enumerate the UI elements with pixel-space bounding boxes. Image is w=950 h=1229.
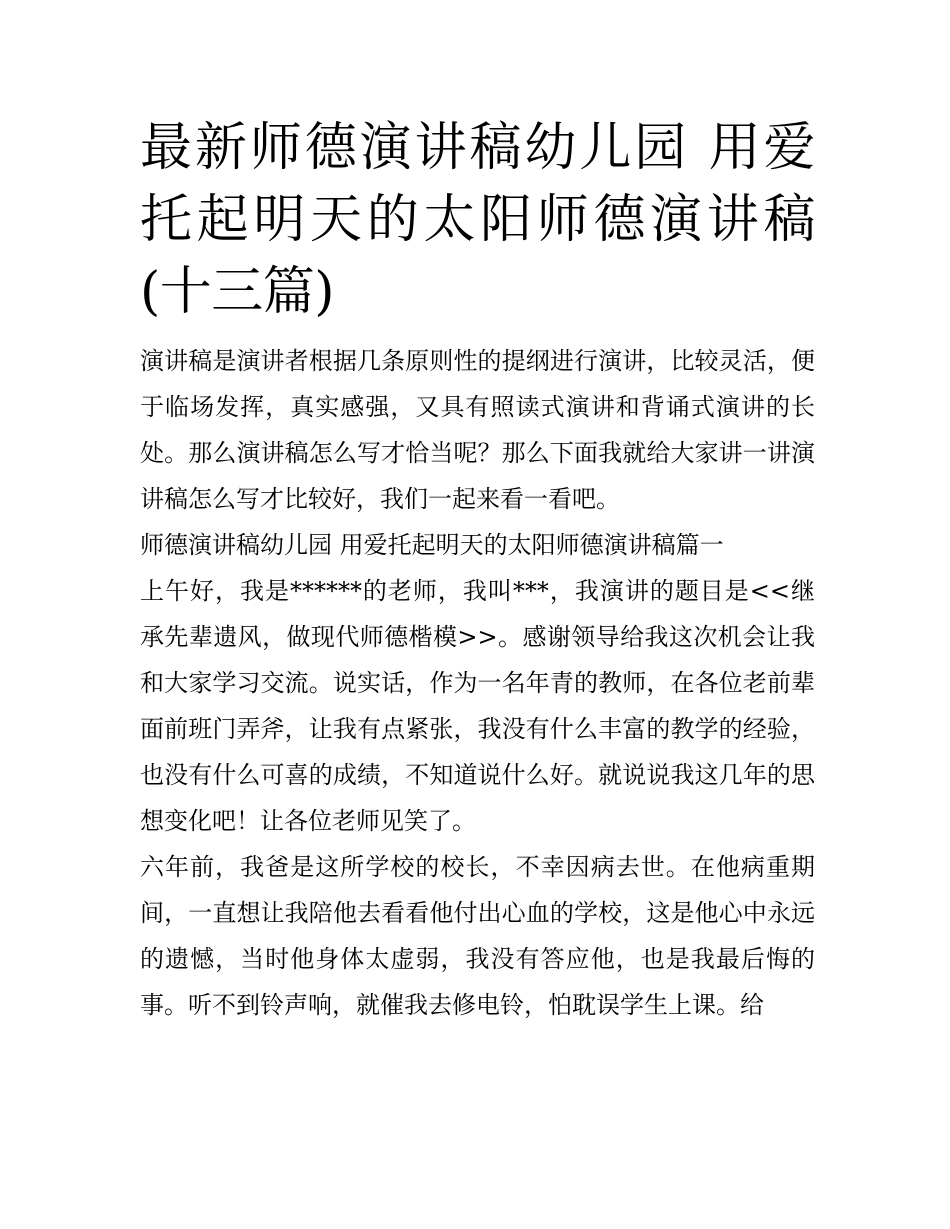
section-heading: 师德演讲稿幼儿园 用爱托起明天的太阳师德演讲稿篇一 xyxy=(140,531,724,559)
intro-paragraph: 演讲稿是演讲者根据几条原则性的提纲进行演讲，比较灵活，便于临场发挥，真实感强，又具有照读式演讲和背诵式演讲的长处。那么演讲稿怎么写才恰当呢？那么下面我就给大家讲一讲演讲稿怎么写才比较好，我们一起来看一看吧。 xyxy=(140,347,815,513)
document-body xyxy=(140,112,815,1028)
document-title: 最新师德演讲稿幼儿园 用爱托起明天的太阳师德演讲稿(十三篇) xyxy=(140,118,815,322)
body-paragraph: 上午好，我是******的老师，我叫***，我演讲的题目是<<继承先辈遗风，做现代师德楷模>>。感谢领导给我这次机会让我和大家学习交流。说实话，作为一名年青的教师，在各位老前辈面前班门弄斧，让我有点紧张，我没有什么丰富的教学的经验，也没有什么可喜的成绩，不知道说什么好。就说说我这几年的思想变化吧！让各位老师见笑了。 xyxy=(140,577,815,835)
body-paragraph: 六年前，我爸是这所学校的校长，不幸因病去世。在他病重期间，一直想让我陪他去看看他付出心血的学校，这是他心中永远的遗憾，当时他身体太虚弱，我没有答应他，也是我最后悔的事。听不到铃声响，就催我去修电铃，怕耽误学生上课。给 xyxy=(140,853,815,1019)
